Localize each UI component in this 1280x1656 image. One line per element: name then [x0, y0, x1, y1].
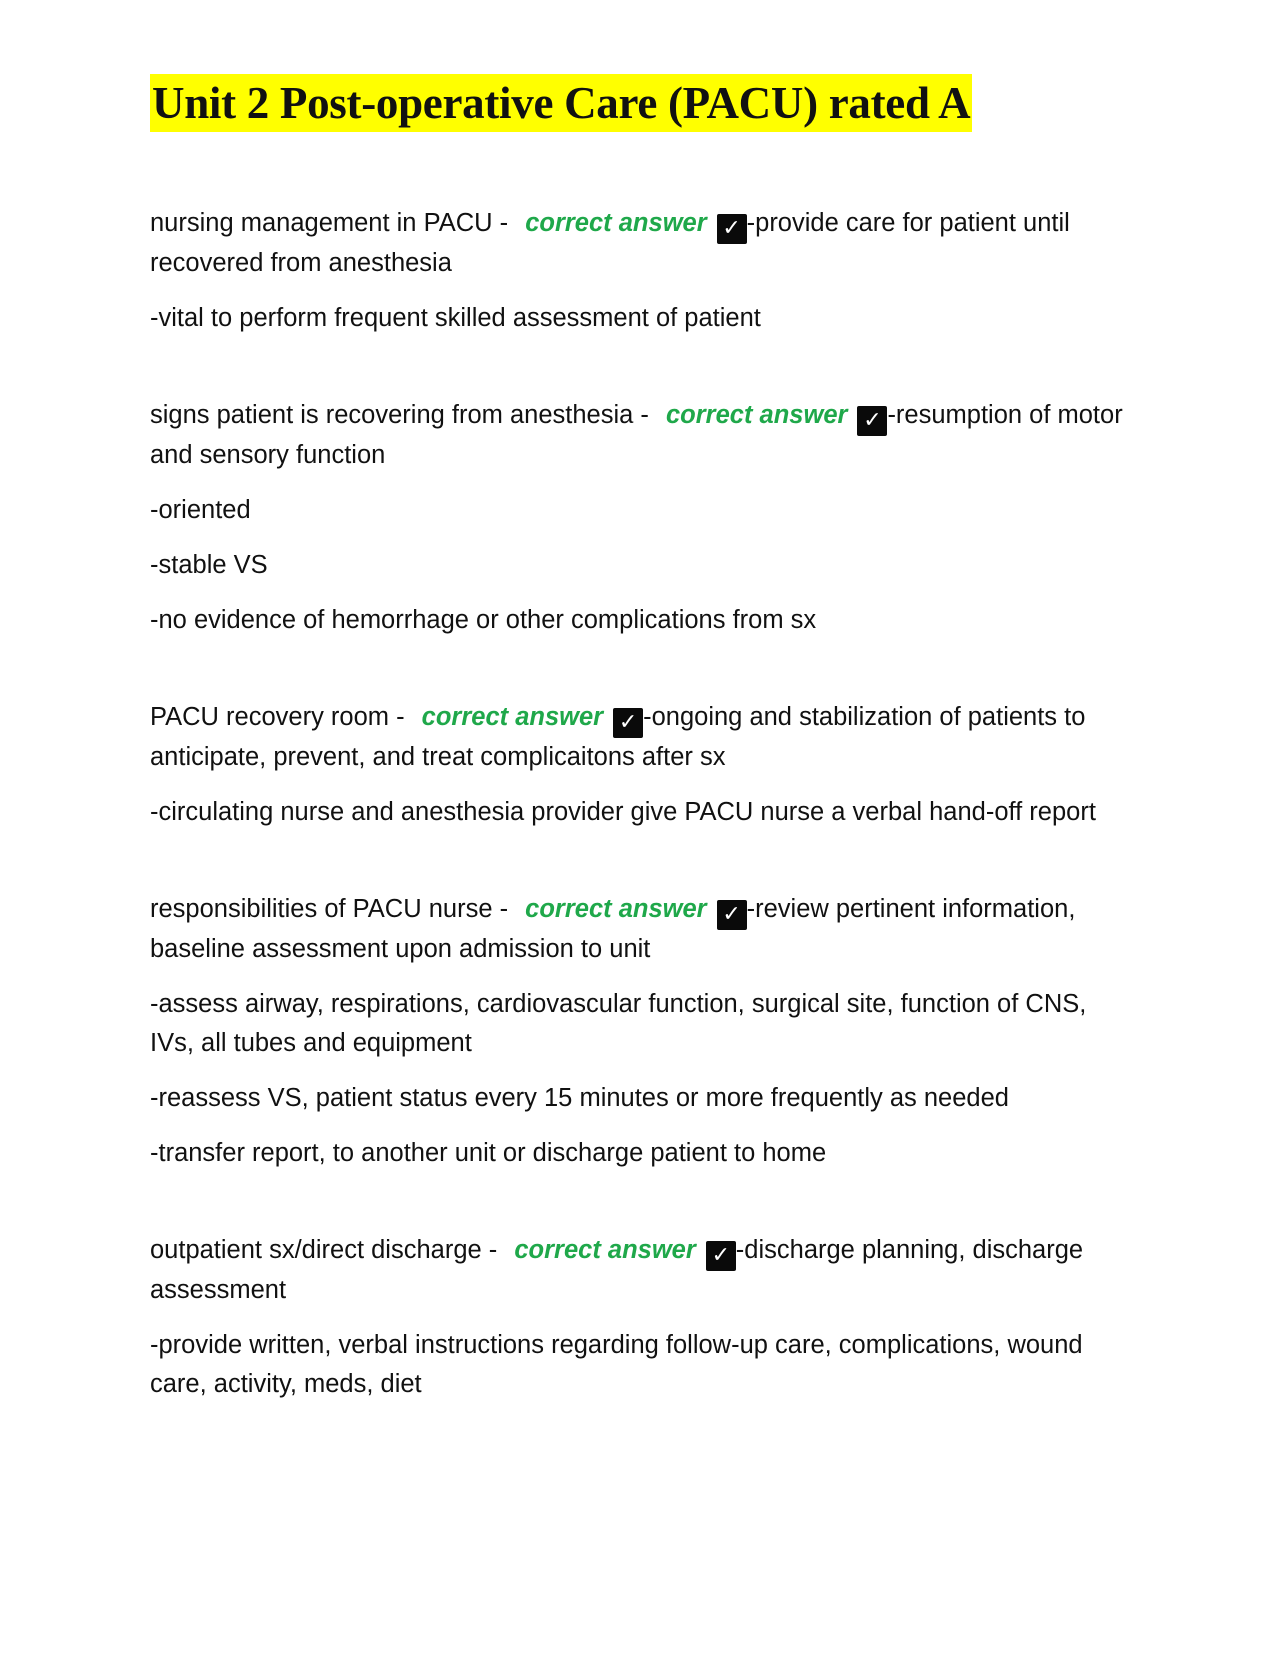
question-term: outpatient sx/direct discharge - — [150, 1236, 505, 1264]
answer-text: -ongoing and stabilization of patients to anticipate, prevent, and treat complicaitons after sx — [150, 703, 1086, 771]
document-title: Unit 2 Post-operative Care (PACU) rated A — [150, 74, 972, 132]
answer-text: -provide care for patient until recovered from anesthesia — [150, 209, 1070, 277]
qa-entry — [150, 204, 1130, 338]
answer-text: -discharge planning, discharge assessment — [150, 1236, 1084, 1304]
correct-answer-label: correct answer — [666, 401, 848, 429]
detail-line: -stable VS — [150, 551, 268, 579]
question-term: responsibilities of PACU nurse - — [150, 895, 516, 923]
qa-entry — [150, 890, 1130, 1173]
checkmark-box-icon: ✓ — [613, 708, 643, 738]
detail-line: -oriented — [150, 496, 251, 524]
answer-text: -resumption of motor and sensory function — [150, 401, 1123, 469]
checkmark-box-icon: ✓ — [857, 406, 887, 436]
checkmark-box-icon: ✓ — [717, 900, 747, 930]
correct-answer-label: correct answer — [525, 209, 707, 237]
qa-entry — [150, 396, 1130, 640]
detail-line: -no evidence of hemorrhage or other complications from sx — [150, 606, 817, 634]
qa-question-line — [150, 1231, 1130, 1310]
question-term: PACU recovery room - — [150, 703, 412, 731]
qa-question-line — [150, 204, 1130, 283]
qa-list — [150, 204, 1130, 1404]
detail-line: -circulating nurse and anesthesia provider give PACU nurse a verbal hand-off report — [150, 798, 1096, 826]
correct-answer-label: correct answer — [514, 1236, 696, 1264]
detail-line: -provide written, verbal instructions regarding follow-up care, complications, wound care, activity, meds, diet — [150, 1331, 1083, 1398]
qa-question-line — [150, 396, 1130, 475]
qa-entry — [150, 1231, 1130, 1404]
document-page — [150, 74, 1130, 1462]
qa-entry — [150, 698, 1130, 832]
detail-line: -transfer report, to another unit or discharge patient to home — [150, 1139, 827, 1167]
question-term: signs patient is recovering from anesthesia - — [150, 401, 656, 429]
checkmark-box-icon: ✓ — [706, 1241, 736, 1271]
checkmark-box-icon: ✓ — [717, 214, 747, 244]
answer-text: -review pertinent information, baseline assessment upon admission to unit — [150, 895, 1076, 963]
detail-line: -assess airway, respirations, cardiovascular function, surgical site, function of CNS, IVs, all tubes and equipment — [150, 990, 1087, 1057]
qa-question-line — [150, 890, 1130, 969]
detail-line: -reassess VS, patient status every 15 minutes or more frequently as needed — [150, 1084, 1009, 1112]
qa-question-line — [150, 698, 1130, 777]
detail-line: -vital to perform frequent skilled assessment of patient — [150, 304, 761, 332]
correct-answer-label: correct answer — [421, 703, 604, 731]
correct-answer-label: correct answer — [525, 895, 707, 923]
question-term: nursing management in PACU - — [150, 209, 516, 237]
